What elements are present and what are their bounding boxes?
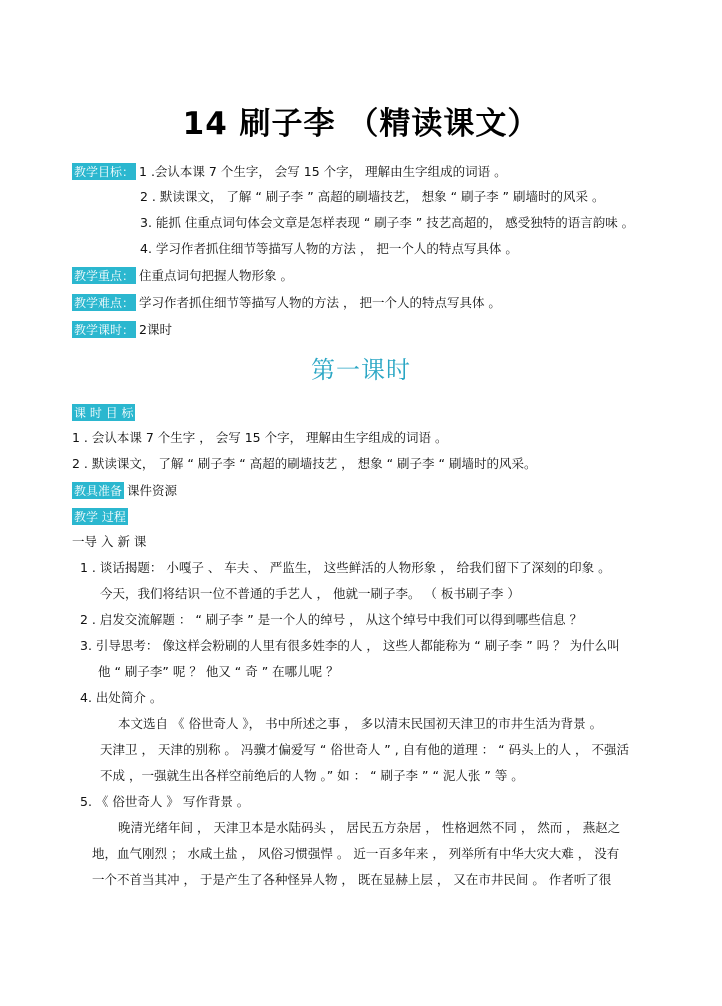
- key-point-row: [72, 267, 293, 284]
- process-label: 教学 过程: [74, 510, 126, 524]
- paragraph-line: 1 . 谈话揭题： 小嘎子 、 车夫 、 严监生， 这些鲜活的人物形象 ， 给我们留下了深刻的印象 。: [80, 560, 611, 575]
- goal-line: 4. 学习作者抓住细节等描写人物的方法 ， 把一个人的特点写具体 。: [140, 241, 518, 256]
- page-title: 14 刷子李 （精读课文）: [182, 106, 540, 142]
- paragraph-line: 2 . 启发交流解题 ： “ 刷子李 ” 是一个人的绰号 ， 从这个绰号中我们可以得到哪些信息 ？: [80, 612, 583, 627]
- goal-line: 3. 能抓 住重点词句体会文章是怎样表现 “ 刷子李 ” 技艺高超的， 感受独特的语言韵味 。: [140, 215, 635, 230]
- paragraph-line: 天津卫 ， 天津的别称 。 冯骥才偏爱写 “ 俗世奇人 ” , 自有他的道理 ： “ 码头上的人 ， 不强活: [100, 742, 630, 757]
- goals-label: 教学目标：: [74, 165, 135, 179]
- difficulty-label: 教学难点：: [74, 296, 135, 310]
- lesson-goal-line: 1 . 会认本课 7 个生字 ， 会写 15 个字， 理解由生字组成的词语 。: [72, 430, 448, 445]
- lesson-goals-label: 课 时 目 标: [74, 406, 134, 420]
- hours-row: [72, 321, 172, 338]
- difficulty-row: [72, 294, 501, 311]
- hours-label: 教学课时：: [74, 323, 135, 337]
- goal-line: 2 . 默读课文， 了解 “ 刷子李 ” 高超的刷墙技艺， 想象 “ 刷子李 ” 刷墙时的风采 。: [140, 189, 605, 204]
- goal-line: 1 .会认本课 7 个生字， 会写 15 个字， 理解由生字组成的词语 。: [139, 164, 507, 179]
- paragraph-line: 他 “ 刷子李” 呢 ？ 他又 “ 奇 ” 在哪儿呢 ？: [98, 664, 339, 679]
- paragraph-line: 3. 引导思考： 像这样会粉刷的人里有很多姓李的人 ， 这些人都能称为 “ 刷子李 ” 吗 ？ 为什么叫: [80, 638, 620, 653]
- tools-row: [72, 482, 177, 499]
- process-row: [72, 508, 131, 525]
- paragraph-line: 晚清光绪年间 ， 天津卫本是水陆码头 ， 居民五方杂居 ， 性格迥然不同 ， 然而 ， 燕赵之: [118, 820, 621, 835]
- tools-label: 教具准备: [74, 484, 123, 498]
- hours-text: 2课时: [139, 322, 172, 337]
- goals-row: [72, 163, 507, 180]
- paragraph-line: 一个不首当其冲 ， 于是产生了各种怪异人物 ， 既在显赫上层 ， 又在市井民间 。 作者听了很: [92, 872, 612, 887]
- key-point-label: 教学重点：: [74, 269, 135, 283]
- lesson-heading: 第一课时: [311, 356, 411, 384]
- paragraph-line: 4. 出处简介 。: [80, 690, 163, 705]
- difficulty-text: 学习作者抓住细节等描写人物的方法 ， 把一个人的特点写具体 。: [139, 295, 501, 310]
- key-point-text: 住重点词句把握人物形象 。: [139, 268, 293, 283]
- paragraph-line: 今天，我们将结识一位不普通的手艺人 ， 他就一刷子李。 （ 板书刷子李 ）: [100, 586, 520, 601]
- intro-heading: 一导 入 新 课: [72, 534, 147, 549]
- paragraph-line: 不成 ，一强就生出各样空前绝后的人物 。” 如 ： “ 刷子李 ” “ 泥人张 ” 等 。: [100, 768, 524, 783]
- lesson-goal-line: 2 . 默读课文， 了解 “ 刷子李 “ 高超的刷墙技艺 ， 想象 “ 刷子李 “ 刷墙时的风采。: [72, 456, 537, 471]
- paragraph-line: 5. 《 俗世奇人 》 写作背景 。: [80, 794, 250, 809]
- paragraph-line: 本文选自 《 俗世奇人 》， 书中所述之事 ， 多以清末民国初天津卫的市井生活为背景 。: [118, 716, 603, 731]
- lesson-goals-row: [72, 404, 138, 421]
- tools-text: 课件资源: [127, 483, 178, 498]
- paragraph-line: 地，血气刚烈 ； 水咸土盐 ， 风俗习惯强悍 。 近一百多年来 ， 列举所有中华大灾大难 ， 没有: [92, 846, 620, 861]
